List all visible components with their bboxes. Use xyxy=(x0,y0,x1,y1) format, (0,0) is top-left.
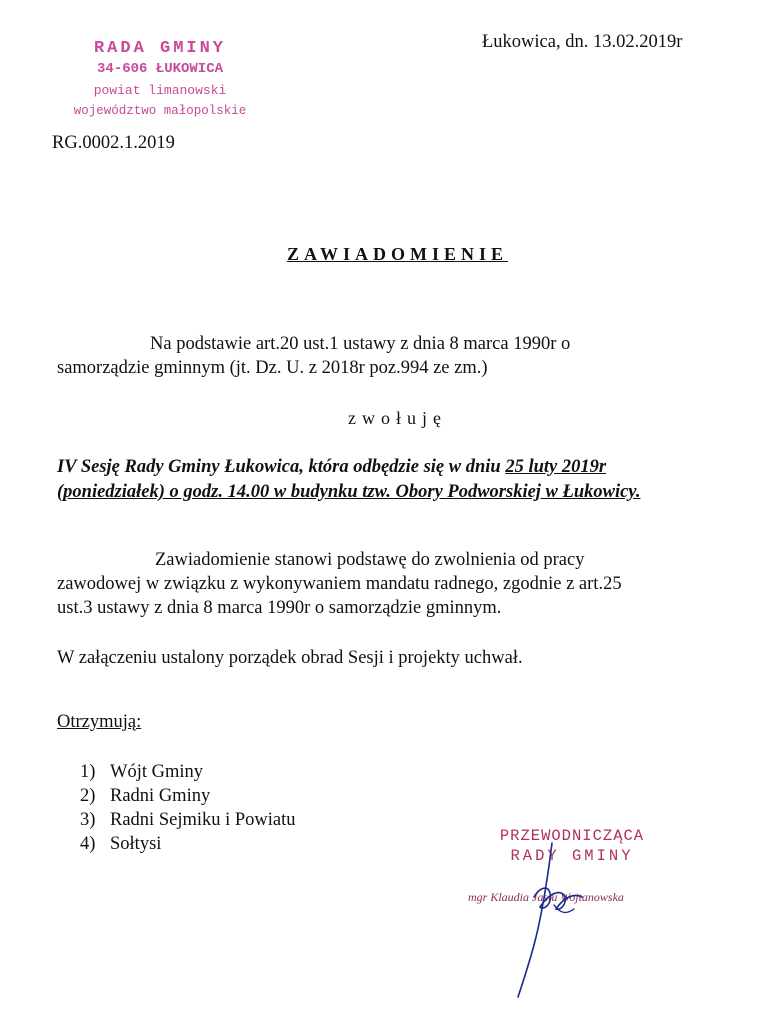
place-date: Łukowica, dn. 13.02.2019r xyxy=(482,32,683,52)
signatory-name: mgr Klaudia Jasiu Wojtanowska xyxy=(468,890,624,904)
session-date: 25 luty 2019r xyxy=(505,457,607,477)
convene-word: zwołuję xyxy=(348,408,447,428)
stamp-line-4: województwo małopolskie xyxy=(73,104,247,118)
session-announcement xyxy=(57,455,640,505)
legal-basis-line-2: samorządzie gminnym (jt. Dz. U. z 2018r poz.994 ze zm.) xyxy=(57,358,488,378)
chair-title: PRZEWODNICZĄCA xyxy=(499,827,645,845)
list-item: 2) Radni Gminy xyxy=(80,786,211,806)
recipients-heading: Otrzymują: xyxy=(57,712,142,732)
leave-notice-line-3: ust.3 ustawy z dnia 8 marca 1990r o samorządzie gminnym. xyxy=(57,598,502,618)
chair-council: RADY GMINY xyxy=(510,847,634,865)
council-stamp xyxy=(40,38,280,122)
leave-notice-line-2: zawodowej w związku z wykonywaniem mandatu radnego, zgodnie z art.25 xyxy=(57,574,622,594)
attachment-note: W załączeniu ustalony porządek obrad Sesji i projekty uchwał. xyxy=(57,648,523,668)
legal-basis-line-1: Na podstawie art.20 ust.1 ustawy z dnia 8 marca 1990r o xyxy=(150,334,571,354)
stamp-line-3: powiat limanowski xyxy=(93,83,227,98)
session-text-1: IV Sesję Rady Gminy Łukowica, która odbędzie się w dniu xyxy=(57,457,506,477)
list-item: 3) Radni Sejmiku i Powiatu xyxy=(80,810,296,830)
stamp-line-2: 34-606 ŁUKOWICA xyxy=(96,61,224,77)
list-item: 4) Sołtysi xyxy=(80,834,162,854)
document-title: ZAWIADOMIENIE xyxy=(286,244,509,264)
leave-notice-line-1: Zawiadomienie stanowi podstawę do zwolnienia od pracy xyxy=(155,550,585,570)
recipients-list xyxy=(80,760,296,856)
session-text-2: (poniedziałek) o godz. 14.00 w budynku tzw. Obory Podworskiej w Łukowicy. xyxy=(57,482,641,502)
reference-number: RG.0002.1.2019 xyxy=(52,133,175,153)
list-item: 1) Wójt Gminy xyxy=(80,762,204,782)
stamp-line-1: RADA GMINY xyxy=(93,39,227,58)
handwritten-signature xyxy=(490,835,610,1005)
